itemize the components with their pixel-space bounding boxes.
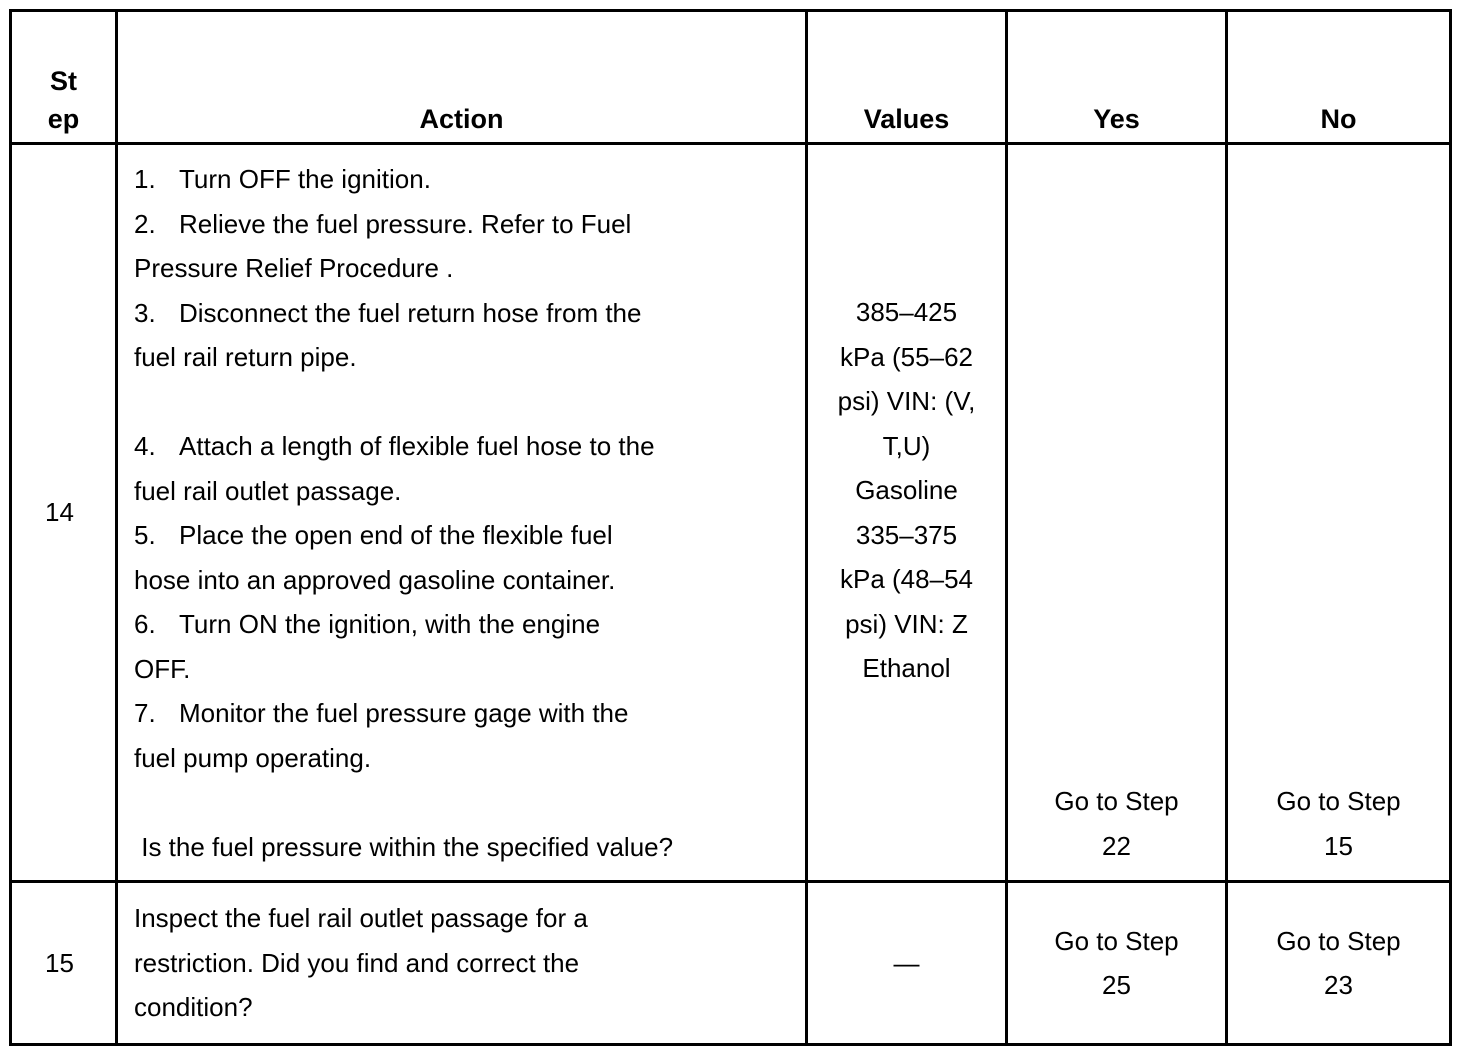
step-number: 1.: [134, 164, 156, 194]
action-line: [134, 513, 795, 558]
action-line: [134, 736, 795, 781]
yes-cell: [1007, 144, 1227, 882]
action-line-text: Monitor the fuel pressure gage with the: [179, 698, 629, 728]
action-line-text: OFF.: [134, 653, 191, 684]
values-line: 385–425: [855, 297, 958, 327]
header-action: Action: [117, 11, 807, 144]
yes-line: Go to Step: [1054, 925, 1179, 956]
header-no: No: [1227, 11, 1451, 144]
action-line: [134, 691, 795, 736]
action-line-text: Inspect the fuel rail outlet passage for a: [134, 903, 588, 934]
action-text: [134, 896, 795, 1030]
action-list: [134, 145, 795, 869]
action-line-text: fuel rail outlet passage.: [134, 475, 402, 506]
values-line: kPa (55–62: [840, 341, 973, 372]
yes-cell: [1007, 882, 1227, 1045]
action-line-text: Attach a length of flexible fuel hose to the: [179, 431, 655, 461]
action-line-text: Turn OFF the ignition.: [179, 164, 431, 194]
step-number: 6.: [134, 609, 156, 639]
step-cell: 15: [11, 882, 117, 1045]
yes-line: Go to Step: [1054, 786, 1179, 816]
action-line-text: restriction. Did you find and correct the: [134, 947, 580, 978]
action-line: [134, 202, 795, 247]
action-line-text: Pressure Relief Procedure .: [134, 253, 454, 283]
step-number: 3.: [134, 297, 156, 328]
values-cell: [807, 144, 1007, 882]
no-line: 15: [1324, 830, 1353, 861]
header-step: [11, 11, 117, 144]
values-line: T,U): [882, 430, 931, 461]
diagnostic-table: [9, 9, 1452, 1046]
values-line: psi) VIN: (V,: [837, 386, 976, 416]
header-row: [11, 11, 1451, 144]
action-line-text: fuel pump operating.: [134, 742, 372, 773]
action-line-text: Place the open end of the flexible fuel: [179, 520, 613, 550]
no-line: 23: [1324, 970, 1353, 1000]
no-line: Go to Step: [1276, 786, 1401, 816]
action-line-text: Relieve the fuel pressure. Refer to Fuel: [179, 208, 632, 239]
values-line: Gasoline: [855, 475, 958, 505]
action-line: [134, 941, 795, 986]
no-line: Go to Step: [1276, 925, 1401, 956]
action-line: [134, 985, 795, 1030]
header-step-line-1: St: [50, 66, 77, 96]
values-text: [808, 145, 1005, 691]
action-line: [134, 602, 795, 647]
values-line: 335–375: [855, 519, 958, 550]
table-row: [11, 882, 1451, 1045]
step-number: 7.: [134, 698, 156, 728]
action-line: [134, 424, 795, 469]
action-line: [134, 380, 795, 425]
step-number: 2.: [134, 208, 156, 239]
action-line-text: Turn ON the ignition, with the engine: [179, 609, 601, 639]
action-line: [134, 558, 795, 603]
step-number: 4.: [134, 431, 156, 461]
action-line-text: Disconnect the fuel return hose from the: [179, 297, 642, 328]
values-line: —: [893, 947, 920, 978]
values-cell: [807, 882, 1007, 1045]
action-line-text: fuel rail return pipe.: [134, 342, 357, 372]
action-line: [134, 291, 795, 336]
step-number: 5.: [134, 520, 156, 550]
values-line: kPa (48–54: [840, 564, 973, 594]
action-cell: [117, 882, 807, 1045]
action-line: [134, 647, 795, 692]
action-line: [134, 825, 795, 870]
no-cell: [1227, 144, 1451, 882]
values-text: [808, 941, 1005, 986]
no-cell: [1227, 882, 1451, 1045]
action-line-text: condition?: [134, 992, 253, 1023]
action-line-text: Is the fuel pressure within the specified value?: [134, 831, 674, 862]
yes-line: 25: [1102, 970, 1131, 1000]
no-link-text: [1228, 779, 1449, 880]
yes-line: 22: [1102, 830, 1131, 861]
action-line: [134, 246, 795, 291]
yes-link-text: [1008, 919, 1225, 1008]
values-line: psi) VIN: Z: [845, 608, 968, 639]
table-row: [11, 144, 1451, 882]
action-cell: [117, 144, 807, 882]
action-line: [134, 780, 795, 825]
header-values: Values: [807, 11, 1007, 144]
no-link-text: [1228, 919, 1449, 1008]
action-line: [134, 896, 795, 941]
action-line: [134, 469, 795, 514]
values-line: Ethanol: [862, 653, 951, 683]
header-step-line-2: ep: [47, 104, 80, 134]
action-line: [134, 335, 795, 380]
header-yes: Yes: [1007, 11, 1227, 144]
step-cell: 14: [11, 144, 117, 882]
yes-link-text: [1008, 779, 1225, 880]
action-line: [134, 157, 795, 202]
action-line-text: hose into an approved gasoline container.: [134, 564, 616, 595]
